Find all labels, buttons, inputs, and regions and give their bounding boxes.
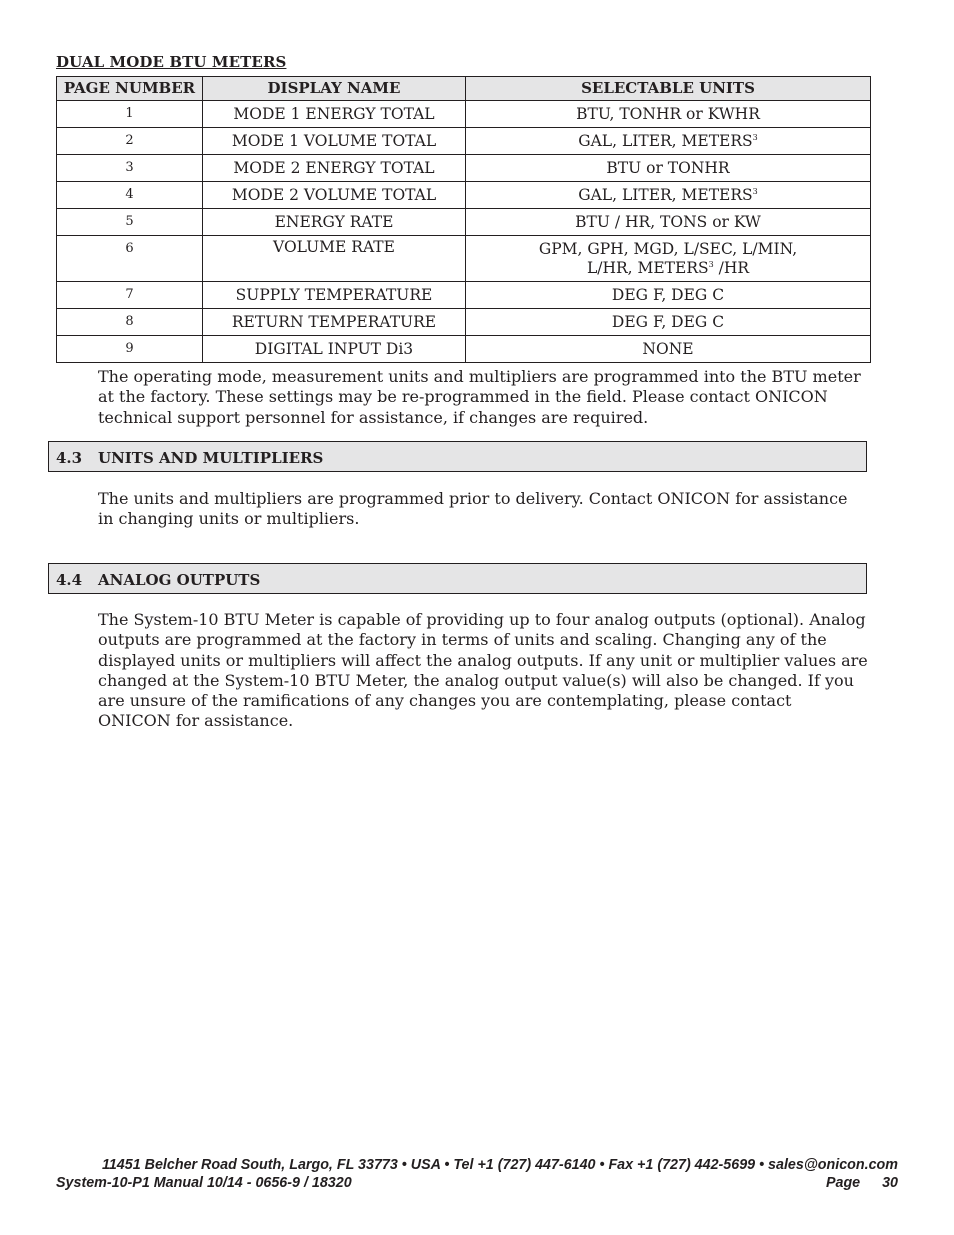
units-text: /HR bbox=[713, 258, 750, 277]
display-name-cell: ENERGY RATE bbox=[203, 209, 466, 236]
section-heading-4-4 bbox=[48, 563, 867, 594]
table-row bbox=[57, 182, 871, 209]
table-row bbox=[57, 101, 871, 128]
page-number-cell: 7 bbox=[57, 282, 203, 309]
section-4-3-body: The units and multipliers are programmed prior to delivery. Contact ONICON for assistance in changing units or multipliers. bbox=[98, 489, 848, 529]
selectable-units-cell: BTU, TONHR or KWHR bbox=[466, 101, 871, 128]
page-number-cell: 5 bbox=[57, 209, 203, 236]
selectable-units-cell bbox=[466, 236, 871, 282]
superscript: 3 bbox=[752, 186, 758, 196]
page-number-cell: 6 bbox=[57, 236, 203, 282]
page-number-cell: 2 bbox=[57, 128, 203, 155]
units-line-2 bbox=[470, 259, 866, 278]
units-text: GAL, LITER, METERS bbox=[578, 131, 753, 150]
selectable-units-cell: DEG F, DEG C bbox=[466, 282, 871, 309]
table-title: DUAL MODE BTU METERS bbox=[56, 53, 287, 71]
selectable-units-cell bbox=[466, 182, 871, 209]
footer-manual-id: System-10-P1 Manual 10/14 - 0656-9 / 18320 bbox=[56, 1175, 352, 1191]
intro-paragraph: The operating mode, measurement units and multipliers are programmed into the BTU meter at the factory. These settings may be re-programmed in the field. Please contact ONICON technical support personnel for assistance, if changes are required. bbox=[98, 367, 861, 427]
table-header-row bbox=[57, 77, 871, 101]
display-name-cell: SUPPLY TEMPERATURE bbox=[203, 282, 466, 309]
section-number: 4.4 bbox=[56, 571, 83, 589]
display-name-cell: VOLUME RATE bbox=[203, 236, 466, 282]
display-name-cell: DIGITAL INPUT Di3 bbox=[203, 336, 466, 363]
header-page-number: PAGE NUMBER bbox=[57, 77, 203, 101]
display-name-cell: RETURN TEMPERATURE bbox=[203, 309, 466, 336]
footer-page bbox=[826, 1175, 898, 1191]
page-number-cell: 3 bbox=[57, 155, 203, 182]
section-title: ANALOG OUTPUTS bbox=[98, 571, 261, 589]
selectable-units-cell: BTU or TONHR bbox=[466, 155, 871, 182]
selectable-units-cell: DEG F, DEG C bbox=[466, 309, 871, 336]
units-table bbox=[56, 76, 871, 363]
display-name-cell: MODE 2 VOLUME TOTAL bbox=[203, 182, 466, 209]
units-text: L/HR, METERS bbox=[586, 258, 709, 277]
header-selectable-units: SELECTABLE UNITS bbox=[466, 77, 871, 101]
page-number-cell: 1 bbox=[57, 101, 203, 128]
header-display-name: DISPLAY NAME bbox=[203, 77, 466, 101]
display-name-cell: MODE 2 ENERGY TOTAL bbox=[203, 155, 466, 182]
section-4-4-body: The System-10 BTU Meter is capable of providing up to four analog outputs (optional). Analog outputs are programmed at the factory in terms of units and scaling. Changing any of the displayed units or multipliers will affect the analog outputs. If any unit or multiplier values are changed at the System-10 BTU Meter, the analog output value(s) will also be changed. If you are unsure of the ramifications of any changes you are contemplating, please contact ONICON for assistance. bbox=[98, 610, 868, 731]
section-heading-4-3 bbox=[48, 441, 867, 472]
table-row bbox=[57, 309, 871, 336]
footer-address: 11451 Belcher Road South, Largo, FL 33773 • USA • Tel +1 (727) 447-6140 • Fax +1 (727) 442-5699 • sales@onicon.com bbox=[101, 1157, 898, 1173]
units-text: GAL, LITER, METERS bbox=[578, 185, 753, 204]
page-number-cell: 4 bbox=[57, 182, 203, 209]
table-row bbox=[57, 128, 871, 155]
units-line-1: GPM, GPH, MGD, L/SEC, L/MIN, bbox=[538, 239, 798, 258]
display-name-cell: MODE 1 ENERGY TOTAL bbox=[203, 101, 466, 128]
table-row bbox=[57, 282, 871, 309]
selectable-units-cell: NONE bbox=[466, 336, 871, 363]
table-row bbox=[57, 209, 871, 236]
superscript: 3 bbox=[752, 132, 758, 142]
page-number-cell: 9 bbox=[57, 336, 203, 363]
display-name-cell: MODE 1 VOLUME TOTAL bbox=[203, 128, 466, 155]
selectable-units-cell: BTU / HR, TONS or KW bbox=[466, 209, 871, 236]
section-title: UNITS AND MULTIPLIERS bbox=[98, 449, 324, 467]
page-label: Page bbox=[825, 1175, 861, 1191]
table-row bbox=[57, 155, 871, 182]
page-number-cell: 8 bbox=[57, 309, 203, 336]
table-row bbox=[57, 336, 871, 363]
page-number: 30 bbox=[882, 1175, 898, 1191]
table-row bbox=[57, 236, 871, 282]
selectable-units-cell bbox=[466, 128, 871, 155]
section-number: 4.3 bbox=[56, 449, 83, 467]
superscript: 3 bbox=[708, 259, 714, 269]
